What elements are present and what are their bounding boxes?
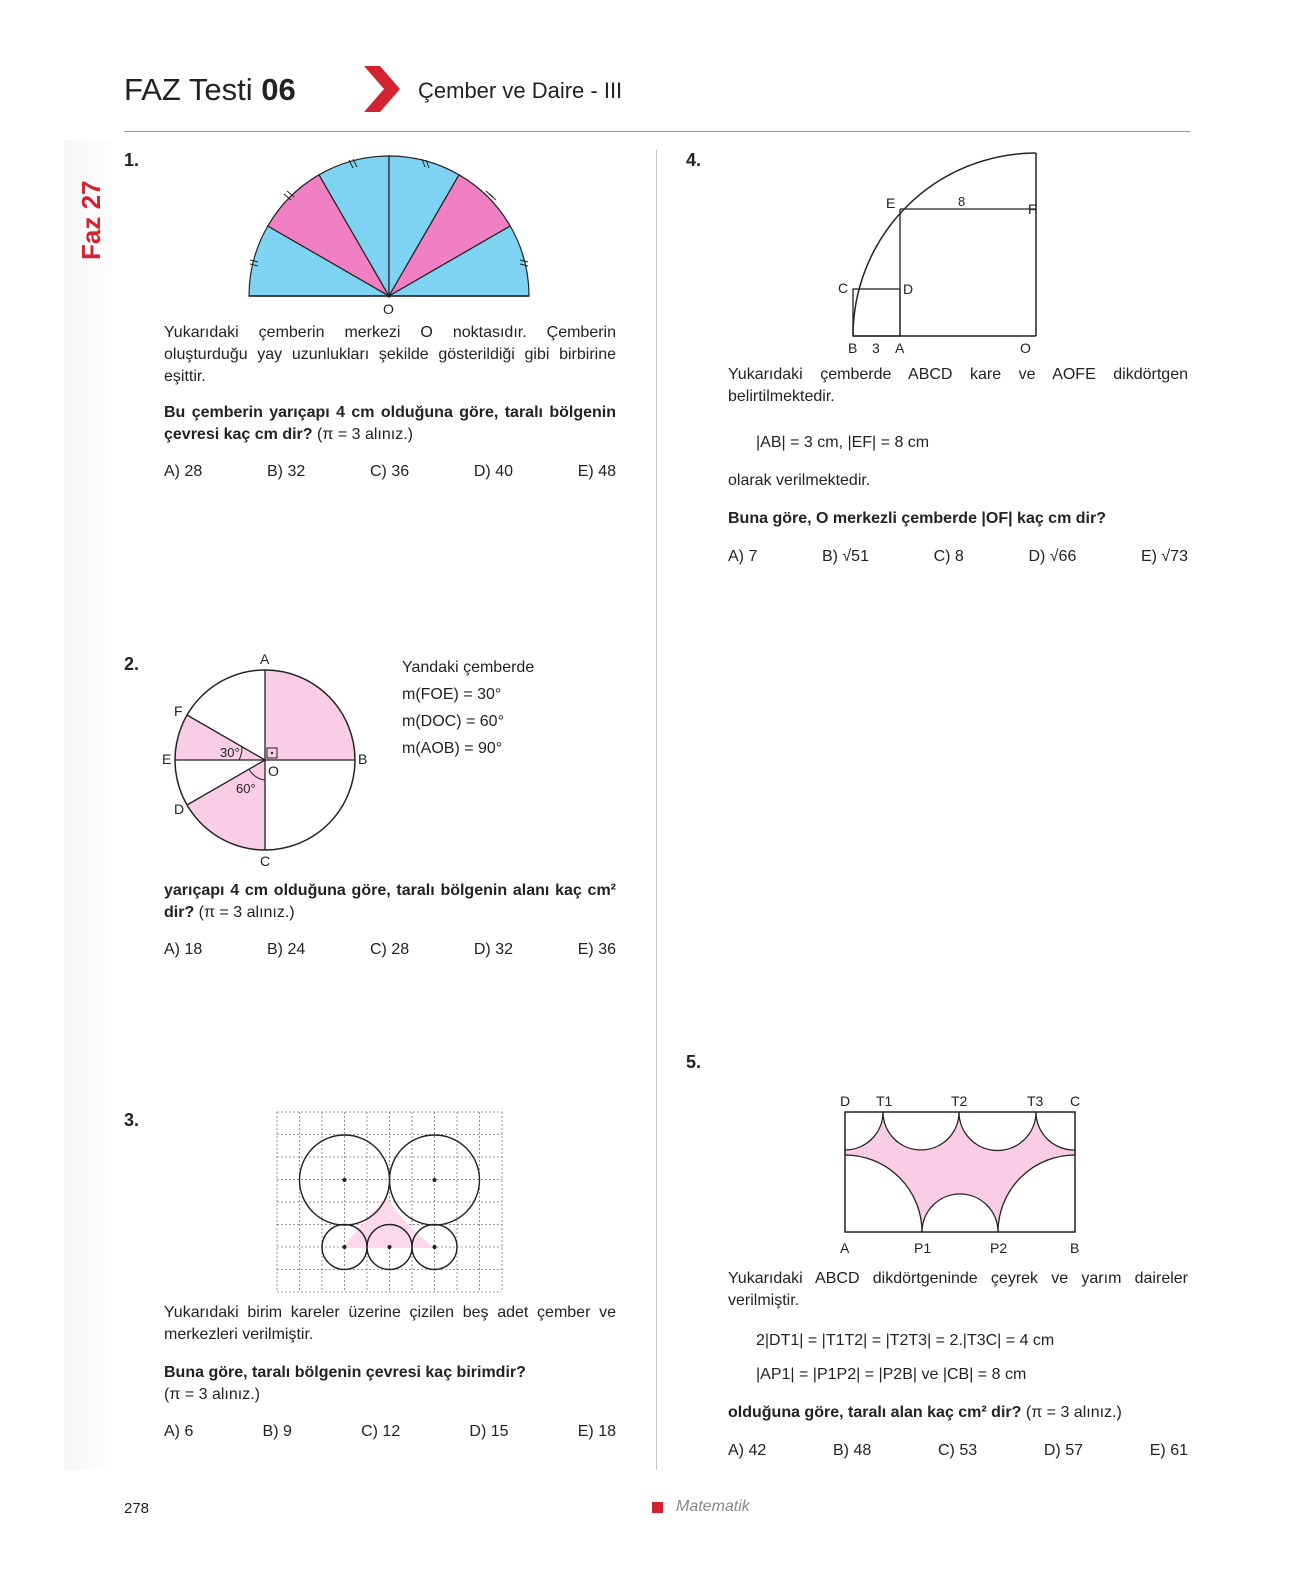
- q4-label-3: 3: [872, 340, 880, 356]
- faz-side-label: Faz 27: [76, 180, 106, 260]
- q4-option-d[interactable]: D) √66: [1028, 548, 1077, 565]
- q1-question: [164, 402, 616, 446]
- q4-label-b: B: [848, 340, 858, 356]
- q2-question-text: yarıçapı 4 cm olduğuna göre, taralı bölgenin alanı kaç cm² dir?: [164, 882, 616, 921]
- q5-label-t2: T2: [951, 1093, 968, 1109]
- q2-label-f: F: [174, 703, 183, 719]
- q3-option-c[interactable]: C) 12: [361, 1423, 401, 1440]
- q2-number: 2.: [124, 654, 140, 674]
- q5-label-t3: T3: [1027, 1093, 1044, 1109]
- chevron-right-icon: [364, 66, 400, 112]
- q2-question: [164, 880, 616, 924]
- q1-text: Yukarıdaki çemberin merkezi O noktasıdır. Çemberin oluşturduğu yay uzunlukları şekilde gösterildiği gibi birbirine eşittir.: [164, 324, 616, 385]
- q2-option-c[interactable]: C) 28: [370, 941, 410, 958]
- q3-question-text: Buna göre, taralı bölgenin çevresi kaç birimdir?: [164, 1364, 526, 1381]
- q4-quarter-circle-figure: [830, 148, 1060, 358]
- q4-label-o: O: [1020, 340, 1031, 356]
- q3-question: [164, 1362, 616, 1406]
- q3-option-b[interactable]: B) 9: [262, 1423, 292, 1440]
- q5-label-c: C: [1070, 1093, 1081, 1109]
- q2-label-e: E: [162, 751, 172, 767]
- q1-option-e[interactable]: E) 48: [577, 463, 616, 480]
- q4-label-c: C: [838, 280, 849, 296]
- header-divider: [124, 131, 1190, 132]
- q5-label-p1: P1: [914, 1240, 932, 1256]
- q1-option-d[interactable]: D) 40: [473, 463, 513, 480]
- q3-text: Yukarıdaki birim kareler üzerine çizilen beş adet çember ve merkezleri verilmiştir.: [164, 1304, 616, 1343]
- q4-option-a[interactable]: A) 7: [728, 548, 758, 565]
- q2-side-line-2: m(FOE) = 30°: [402, 686, 502, 703]
- q1-options: [164, 463, 616, 481]
- page-title: [124, 72, 296, 108]
- q4-option-c[interactable]: C) 8: [933, 548, 964, 565]
- q5-label-t1: T1: [876, 1093, 893, 1109]
- faz-side-logo: [70, 150, 110, 270]
- q5-label-b: B: [1070, 1240, 1080, 1256]
- page-number: 278: [124, 1500, 150, 1517]
- q2-label-a: A: [260, 651, 270, 667]
- q5-text: Yukarıdaki ABCD dikdörtgeninde çeyrek ve yarım daireler verilmiştir.: [728, 1270, 1188, 1309]
- q3-options: [164, 1423, 616, 1441]
- q5-option-e[interactable]: E) 61: [1149, 1442, 1188, 1459]
- q4-number: 4.: [686, 150, 702, 170]
- q5-formula-2: |AP1| = |P1P2| = |P2B| ve |CB| = 8 cm: [756, 1366, 1027, 1383]
- q3-option-d[interactable]: D) 15: [469, 1423, 509, 1440]
- q4-label-8: 8: [958, 194, 966, 209]
- q5-question-text: olduğuna göre, taralı alan kaç cm² dir?: [728, 1404, 1022, 1421]
- q2-option-d[interactable]: D) 32: [473, 941, 513, 958]
- q5-option-b[interactable]: B) 48: [833, 1442, 872, 1459]
- q1-number: 1.: [124, 150, 140, 170]
- title-prefix: FAZ Testi: [124, 72, 253, 107]
- title-number: 06: [261, 72, 296, 107]
- q4-label-e: E: [886, 195, 896, 211]
- q2-side-text: [402, 654, 534, 762]
- q3-pi-note: (π = 3 alınız.): [164, 1386, 260, 1403]
- q2-label-c: C: [260, 853, 271, 869]
- q4-option-e[interactable]: E) √73: [1140, 548, 1188, 565]
- q2-angle-30: 30°: [220, 745, 240, 760]
- q2-option-b[interactable]: B) 24: [267, 941, 306, 958]
- column-divider: [656, 150, 657, 1470]
- subject-label: Matematik: [676, 1498, 750, 1515]
- q1-option-a[interactable]: A) 28: [164, 463, 203, 480]
- q2-circle-figure: [156, 650, 386, 880]
- q5-label-a: A: [840, 1240, 850, 1256]
- q5-option-c[interactable]: C) 53: [938, 1442, 978, 1459]
- q5-label-d: D: [840, 1093, 851, 1109]
- q2-option-e[interactable]: E) 36: [577, 941, 616, 958]
- q2-option-a[interactable]: A) 18: [164, 941, 203, 958]
- q2-label-o: O: [268, 763, 279, 779]
- q3-option-a[interactable]: A) 6: [164, 1423, 194, 1440]
- q4-label-a: A: [895, 340, 905, 356]
- q1-question-text: Bu çemberin yarıçapı 4 cm olduğuna göre, taralı bölgenin çevresi kaç cm dir?: [164, 404, 616, 443]
- q3-option-e[interactable]: E) 18: [577, 1423, 616, 1440]
- q2-angle-60: 60°: [236, 781, 256, 796]
- q5-option-a[interactable]: A) 42: [728, 1442, 767, 1459]
- page-subtitle: Çember ve Daire - III: [418, 78, 623, 103]
- side-strip: [64, 140, 112, 1470]
- q3-grid-figure: [270, 1105, 510, 1295]
- q1-pi-note: (π = 3 alınız.): [317, 426, 413, 443]
- q5-question: [728, 1402, 1188, 1424]
- q4-given: |AB| = 3 cm, |EF| = 8 cm: [756, 434, 930, 451]
- q3-number: 3.: [124, 1110, 140, 1130]
- q2-label-d: D: [174, 801, 185, 817]
- q2-side-line-1: Yandaki çemberde: [402, 659, 535, 676]
- q4-given-tail: olarak verilmektedir.: [728, 472, 871, 489]
- q2-label-b: B: [358, 751, 368, 767]
- q4-options: [728, 548, 1188, 566]
- q2-pi-note: (π = 3 alınız.): [198, 904, 295, 921]
- q4-label-d: D: [903, 281, 914, 297]
- q4-label-f: F: [1028, 201, 1037, 217]
- q5-number: 5.: [686, 1052, 702, 1072]
- q5-option-d[interactable]: D) 57: [1043, 1442, 1083, 1459]
- q1-semicircle-figure: [246, 150, 546, 320]
- q1-option-b[interactable]: B) 32: [267, 463, 306, 480]
- q1-label-o: O: [383, 301, 394, 317]
- q5-label-p2: P2: [990, 1240, 1008, 1256]
- q4-question: Buna göre, O merkezli çemberde |OF| kaç cm dir?: [728, 510, 1106, 527]
- q2-options: [164, 941, 616, 959]
- q4-text: Yukarıdaki çemberde ABCD kare ve AOFE dikdörtgen belirtilmektedir.: [728, 366, 1188, 405]
- q1-option-c[interactable]: C) 36: [370, 463, 410, 480]
- q5-pi-note: (π = 3 alınız.): [1025, 1404, 1122, 1421]
- q5-options: [728, 1442, 1188, 1460]
- q2-side-line-3: m(DOC) = 60°: [402, 713, 504, 730]
- subject-marker-icon: [652, 1502, 663, 1513]
- q4-option-b[interactable]: B) √51: [821, 548, 869, 565]
- q2-side-line-4: m(AOB) = 90°: [402, 740, 503, 757]
- q5-formula-1: 2|DT1| = |T1T2| = |T2T3| = 2.|T3C| = 4 cm: [756, 1332, 1055, 1349]
- q5-rectangle-figure: [830, 1050, 1090, 1260]
